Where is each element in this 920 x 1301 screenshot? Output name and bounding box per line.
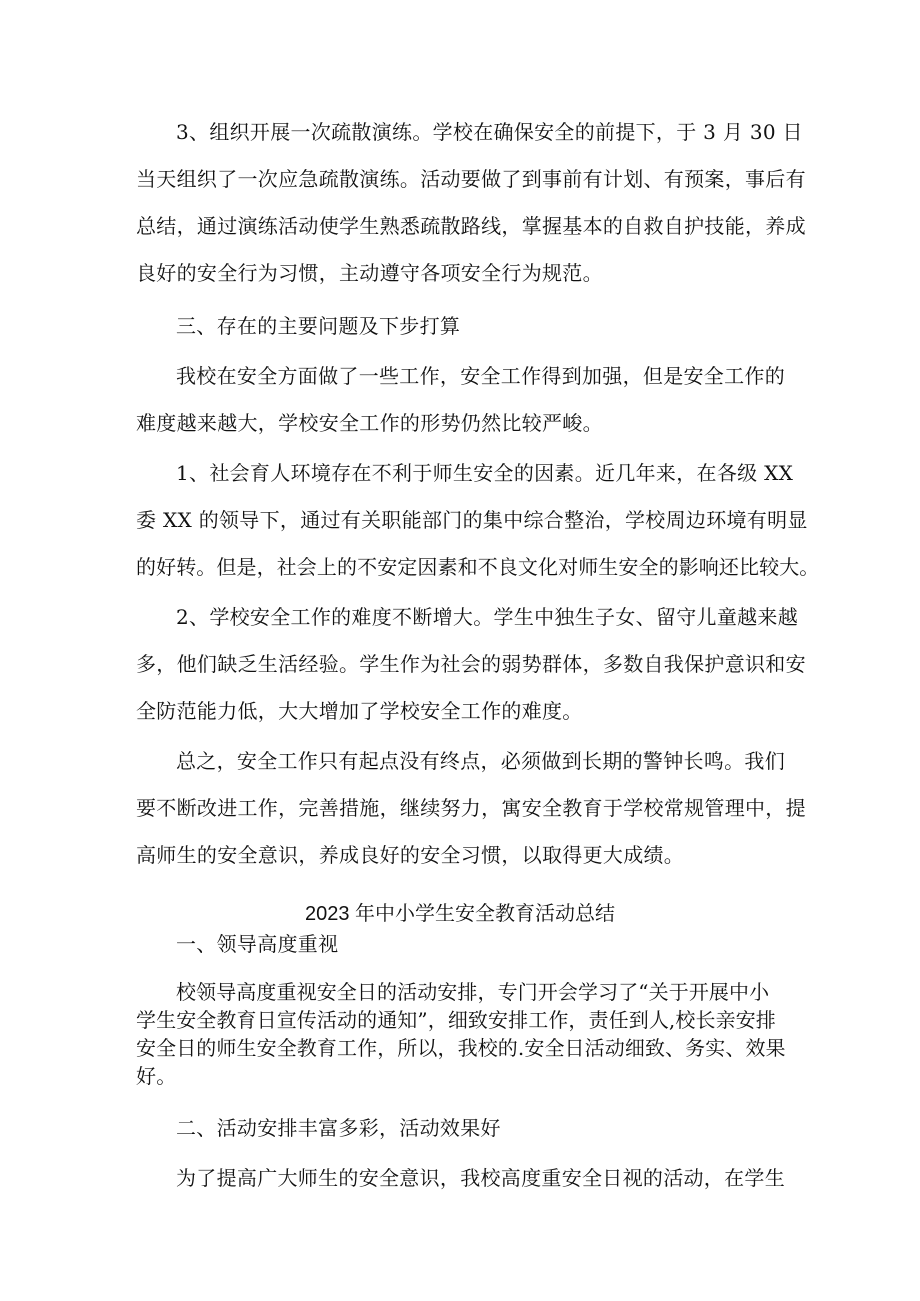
paragraph-line: 委 XX 的领导下，通过有关职能部门的集中综合整治，学校周边环境有明显 [136, 508, 808, 532]
paragraph-line: 的好转。但是，社会上的不安定因素和不良文化对师生安全的影响还比较大。 [136, 555, 820, 579]
paragraph-line: 多，他们缺乏生活经验。学生作为社会的弱势群体，多数自我保护意识和安 [136, 652, 806, 676]
paragraph-line: 3、组织开展一次疏散演练。学校在确保安全的前提下，于 3 月 30 日 [176, 120, 803, 144]
paragraph-line: 总之，安全工作只有起点没有终点，必须做到长期的警钟长鸣。我们 [176, 749, 785, 773]
paragraph-line: 当天组织了一次应急疏散演练。活动要做了到事前有计划、有预案，事后有 [136, 167, 806, 191]
section-heading: 一、领导高度重视 [176, 932, 339, 956]
paragraph-line: 难度越来越大，学校安全工作的形势仍然比较严峻。 [136, 411, 603, 435]
paragraph-line: 良好的安全行为习惯，主动遵守各项安全行为规范。 [136, 261, 603, 285]
paragraph-line: 好。 [136, 1064, 177, 1088]
section-heading: 三、存在的主要问题及下步打算 [176, 314, 461, 338]
paragraph-line: 学生安全教育日宣传活动的通知”，细致安排工作，责任到人,校长亲安排 [136, 1008, 776, 1032]
document-title: 2023 年中小学生安全教育活动总结 [304, 903, 616, 925]
paragraph-line: 我校在安全方面做了一些工作，安全工作得到加强，但是安全工作的 [176, 364, 785, 388]
paragraph-line: 1、社会育人环境存在不利于师生安全的因素。近几年来，在各级 XX [176, 461, 794, 485]
paragraph-line: 为了提高广大师生的安全意识，我校高度重安全日视的活动，在学生 [176, 1166, 785, 1190]
section-heading: 二、活动安排丰富多彩，活动效果好 [176, 1116, 501, 1140]
paragraph-line: 总结，通过演练活动使学生熟悉疏散路线，掌握基本的自救自护技能，养成 [136, 214, 806, 238]
paragraph-line: 要不断改进工作，完善措施，继续努力，寓安全教育于学校常规管理中，提 [136, 796, 806, 820]
paragraph-line: 安全日的师生安全教育工作，所以，我校的.安全日活动细致、务实、效果 [136, 1036, 786, 1060]
paragraph-line: 校领导高度重视安全日的活动安排，专门开会学习了“关于开展中小 [176, 980, 770, 1004]
paragraph-line: 高师生的安全意识，养成良好的安全习惯，以取得更大成绩。 [136, 843, 685, 867]
paragraph-line: 2、学校安全工作的难度不断增大。学生中独生子女、留守儿童越来越 [176, 605, 799, 629]
paragraph-line: 全防范能力低，大大增加了学校安全工作的难度。 [136, 699, 583, 723]
